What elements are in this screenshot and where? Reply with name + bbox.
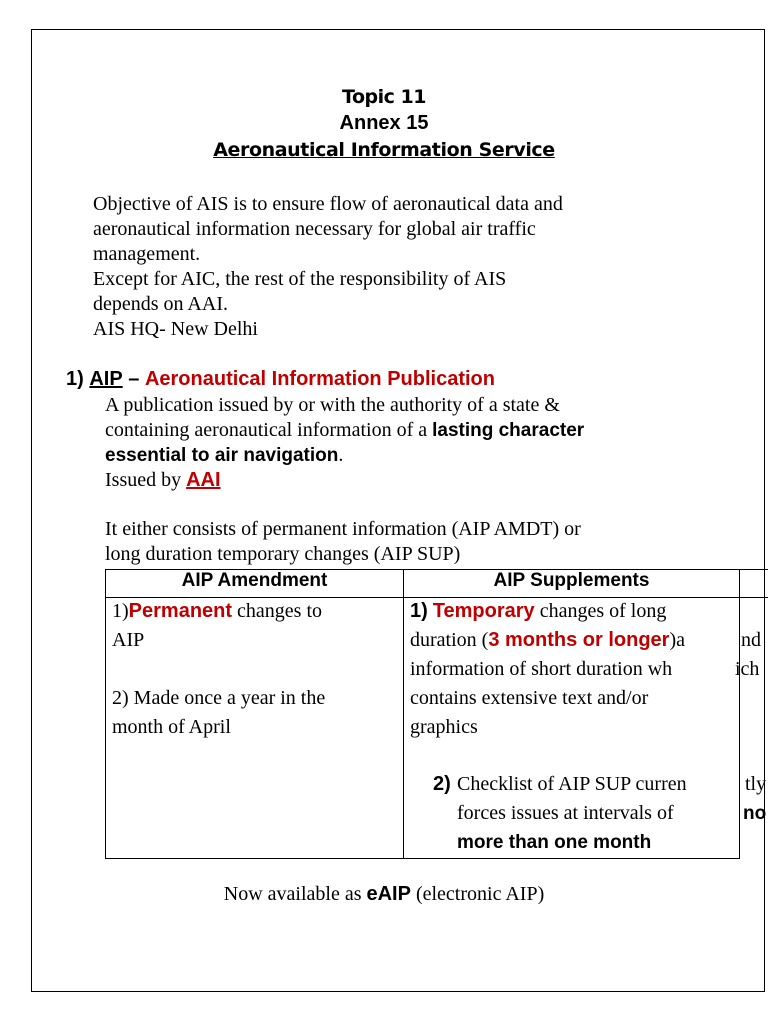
supplement-point-1-line	[410, 626, 685, 655]
table-border-bottom	[105, 858, 739, 859]
definition-emphasis: lasting character	[432, 420, 585, 441]
aip-definition	[105, 393, 584, 493]
overflow-text: nd	[741, 629, 761, 651]
intro-paragraph	[93, 192, 563, 342]
table-header-supplements: AIP Supplements	[493, 570, 650, 591]
definition-line: A publication issued by or with the authority of a state &	[105, 394, 560, 416]
overflow-text: tly	[745, 773, 767, 795]
point-keyword: 3 months or longer	[488, 629, 670, 651]
supplement-point-2	[457, 770, 687, 857]
point-text: duration (	[410, 629, 489, 651]
issuer-name: AAI	[186, 469, 221, 491]
intro-line: AIS HQ- New Delhi	[93, 318, 258, 340]
supplement-point-2-number	[433, 770, 451, 799]
supplement-point-1-line: graphics	[410, 716, 478, 738]
intro-line: Except for AIC, the rest of the responsibility of AIS	[93, 268, 507, 290]
consists-line: long duration temporary changes (AIP SUP)	[105, 543, 461, 565]
definition-line	[105, 443, 584, 468]
supplement-point-2-line: Checklist of AIP SUP curren	[457, 773, 687, 795]
spacer	[112, 655, 325, 684]
point-text: changes of long	[534, 600, 667, 622]
section-abbr: AIP	[89, 368, 123, 390]
point-number: 1)	[112, 600, 129, 622]
eaip-note	[0, 883, 768, 906]
intro-line: Objective of AIS is to ensure flow of aeronautical data and	[93, 193, 563, 215]
issued-by-line	[105, 468, 584, 493]
section-heading-aip	[66, 367, 495, 391]
supplement-point-2-line: forces issues at intervals of	[457, 802, 674, 824]
intro-line: management.	[93, 243, 201, 265]
intro-line: aeronautical information necessary for global air traffic	[93, 218, 536, 240]
overflow-text: no	[743, 803, 767, 824]
supplement-point-1-line: contains extensive text and/or	[410, 687, 649, 709]
point-number: 2)	[433, 773, 451, 795]
amendment-point-1-cont: AIP	[112, 629, 145, 651]
page-title: Aeronautical Information Service	[213, 139, 555, 161]
intro-line: depends on AAI.	[93, 293, 228, 315]
point-keyword: Temporary	[432, 600, 535, 622]
definition-emphasis: essential to air navigation	[105, 445, 339, 466]
eaip-keyword: eAIP	[366, 883, 411, 905]
consists-line: It either consists of permanent information (AIP AMDT) or	[105, 518, 581, 540]
table-border-right	[739, 569, 740, 859]
issued-by-label: Issued by	[105, 469, 187, 491]
eaip-note-text: Now available as	[223, 883, 367, 905]
supplement-point-1	[410, 597, 685, 626]
supplements-cell	[410, 597, 685, 742]
annex-title: Annex 15	[339, 112, 429, 134]
point-text: )a	[669, 629, 685, 651]
point-keyword: Permanent	[128, 600, 233, 622]
consists-paragraph	[105, 517, 581, 567]
section-number: 1)	[66, 368, 84, 390]
point-number: 1)	[410, 600, 428, 622]
amendment-cell	[112, 597, 325, 742]
amendment-point-2: 2) Made once a year in the	[112, 687, 326, 709]
table-border-left	[105, 569, 106, 859]
definition-line	[105, 418, 584, 443]
amendment-point-2-cont: month of April	[112, 716, 231, 738]
supplement-point-1-line: information of short duration wh	[410, 658, 673, 680]
section-full-name: Aeronautical Information Publication	[144, 368, 495, 390]
table-header-amendment: AIP Amendment	[181, 570, 328, 591]
topic-number: Topic 11	[342, 86, 426, 108]
table-column-divider	[403, 569, 404, 859]
eaip-note-text: (electronic AIP)	[410, 883, 545, 905]
section-dash: –	[128, 368, 140, 390]
definition-text: .	[338, 444, 344, 466]
point-text: changes to	[232, 600, 323, 622]
overflow-text: ich	[735, 658, 760, 680]
supplement-point-2-emphasis: more than one month	[457, 832, 652, 853]
amendment-point-1	[112, 597, 325, 626]
definition-text: containing aeronautical information of a	[105, 419, 433, 441]
